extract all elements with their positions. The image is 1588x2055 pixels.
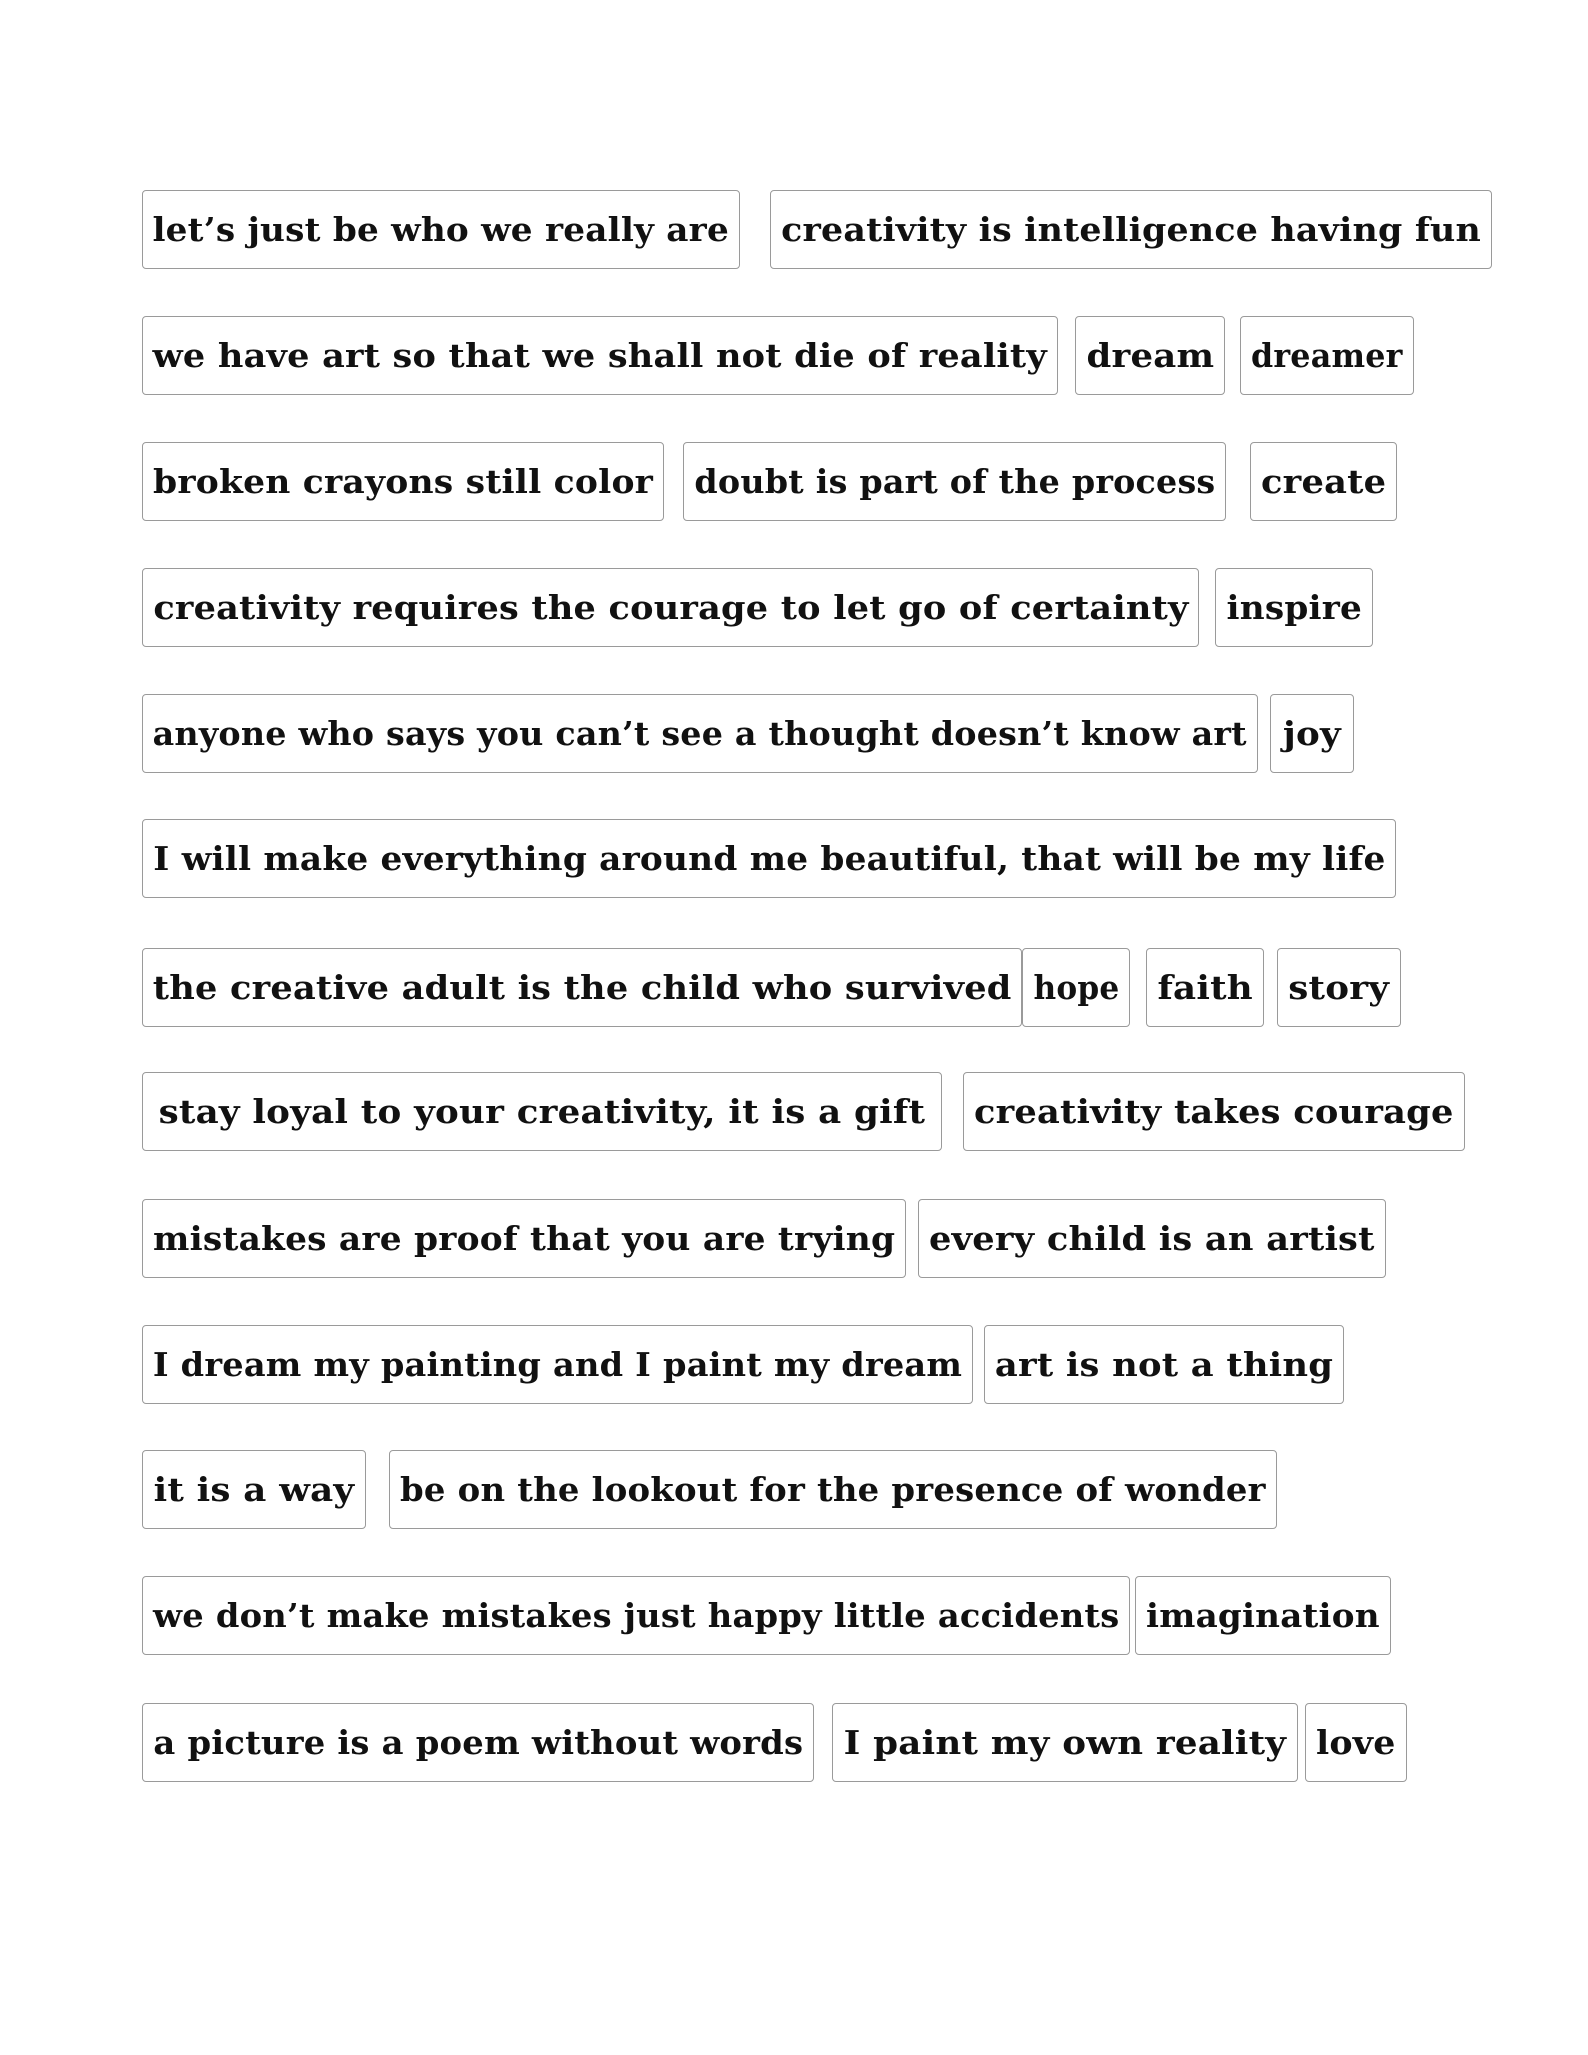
word-tile xyxy=(1270,694,1354,773)
word-tile-text: stay loyal to your creativity, it is a gift xyxy=(158,1092,926,1131)
word-tile xyxy=(918,1199,1386,1278)
word-tile xyxy=(142,1199,906,1278)
word-tile xyxy=(142,1325,973,1404)
word-tile xyxy=(1146,948,1264,1027)
word-tile-text: dreamer xyxy=(1251,336,1403,375)
word-tile-text: the creative adult is the child who survived xyxy=(152,968,1012,1007)
word-tile-text: it is a way xyxy=(153,1470,355,1509)
word-tile xyxy=(1022,948,1130,1027)
word-tile-text: I dream my painting and I paint my dream xyxy=(152,1345,963,1384)
word-tile xyxy=(1215,568,1373,647)
word-tile-text: creativity requires the courage to let go of certainty xyxy=(152,588,1189,627)
word-tile-text: faith xyxy=(1157,968,1253,1007)
word-tile-text: we have art so that we shall not die of reality xyxy=(152,336,1048,375)
word-tile xyxy=(142,694,1258,773)
word-tile xyxy=(142,1072,942,1151)
word-tile-text: I paint my own reality xyxy=(843,1723,1287,1762)
word-tile xyxy=(142,1576,1130,1655)
word-tile xyxy=(142,190,740,269)
word-tile-text: a picture is a poem without words xyxy=(153,1723,803,1762)
word-tile xyxy=(142,568,1199,647)
word-tile-text: mistakes are proof that you are trying xyxy=(152,1219,896,1258)
word-tile-text: creativity takes courage xyxy=(974,1092,1454,1131)
word-tile xyxy=(142,948,1022,1027)
word-tile-text: we don’t make mistakes just happy little accidents xyxy=(152,1596,1120,1635)
word-tile-text: doubt is part of the process xyxy=(694,462,1215,501)
word-tile-text: inspire xyxy=(1226,588,1362,627)
word-tile-text: broken crayons still color xyxy=(152,462,654,501)
word-tile xyxy=(683,442,1226,521)
word-tile xyxy=(1240,316,1414,395)
word-tile-text: hope xyxy=(1033,968,1119,1007)
word-tile xyxy=(1135,1576,1391,1655)
word-tile xyxy=(142,1450,366,1529)
word-tile xyxy=(963,1072,1465,1151)
word-tile-text: creativity is intelligence having fun xyxy=(781,210,1481,249)
word-tile xyxy=(142,1703,814,1782)
word-tile xyxy=(832,1703,1298,1782)
word-tile-text: be on the lookout for the presence of wonder xyxy=(400,1470,1266,1509)
word-tile xyxy=(1305,1703,1407,1782)
word-tile xyxy=(389,1450,1277,1529)
word-tile-text: imagination xyxy=(1146,1596,1380,1635)
word-tile xyxy=(142,819,1396,898)
word-tile-text: love xyxy=(1316,1723,1396,1762)
word-tile xyxy=(1250,442,1397,521)
word-tile-text: create xyxy=(1260,462,1387,501)
word-tile xyxy=(142,442,664,521)
word-tile-text: joy xyxy=(1282,714,1342,753)
word-tile-text: story xyxy=(1288,968,1390,1007)
word-tile-text: anyone who says you can’t see a thought doesn’t know art xyxy=(152,714,1248,753)
word-tile-text: dream xyxy=(1086,336,1214,375)
word-tile xyxy=(142,316,1058,395)
word-tile-text: I will make everything around me beautiful, that will be my life xyxy=(152,839,1386,878)
word-tile-text: every child is an artist xyxy=(929,1219,1375,1258)
word-tile xyxy=(984,1325,1344,1404)
word-tile-text: let’s just be who we really are xyxy=(152,210,730,249)
word-tile xyxy=(770,190,1492,269)
word-tile-text: art is not a thing xyxy=(994,1345,1334,1384)
word-tile xyxy=(1075,316,1225,395)
word-tile xyxy=(1277,948,1401,1027)
